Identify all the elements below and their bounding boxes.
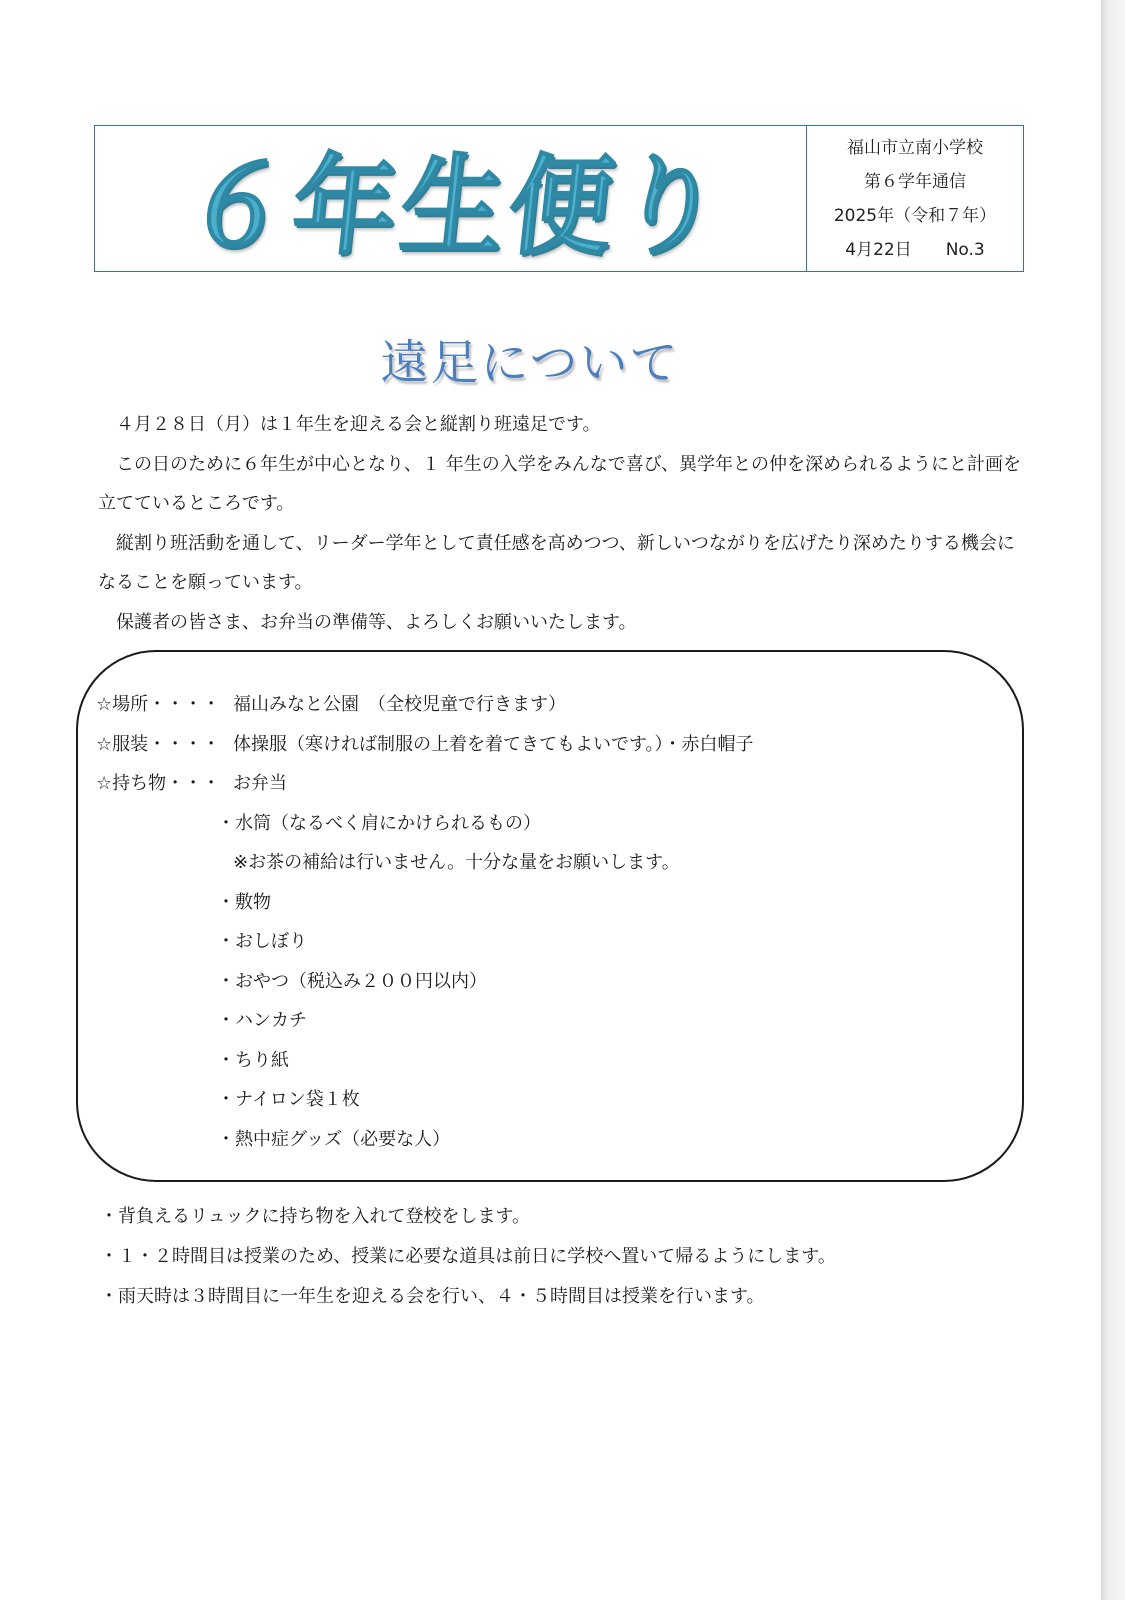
date-row xyxy=(845,233,985,267)
bottom-notes xyxy=(100,1197,1025,1317)
place-row xyxy=(96,685,1016,725)
header-box xyxy=(94,125,1024,272)
issue-year: 2025年（令和７年） xyxy=(833,205,997,226)
place-value: 福山みなと公園 （全校児童で行きます） xyxy=(233,694,566,715)
newsletter-title: ６年生便り xyxy=(178,141,733,270)
page-edge xyxy=(1101,0,1125,1600)
items-row xyxy=(96,764,1016,804)
issue-date: 4月22日 xyxy=(845,239,912,260)
list-item-note: ※お茶の補給は行いません。十分な量をお願いします。 xyxy=(233,852,680,873)
note-item: ・背負えるリュックに持ち物を入れて登校をします。 xyxy=(100,1206,531,1227)
newsletter-name: 第６学年通信 xyxy=(864,171,966,192)
clothes-label: ☆服装・・・・ xyxy=(96,733,221,755)
place-label: ☆場所・・・・ xyxy=(96,694,221,715)
school-name: 福山市立南小学校 xyxy=(847,137,983,158)
intro-paragraph: 保護者の皆さま、お弁当の準備等、よろしくお願いいたします。 xyxy=(116,611,637,633)
intro-paragraph: この日のために６年生が中心となり、１ 年生の入学をみんなで喜び、異学年との仲を深められるようにと計画を立てているところです。 xyxy=(98,453,1021,514)
list-item: ・熱中症グッズ（必要な人） xyxy=(217,1128,451,1150)
list-item: ・ナイロン袋１枚 xyxy=(217,1089,360,1110)
issue-number: No.3 xyxy=(945,239,985,260)
list-item: ・おやつ（税込み２００円以内） xyxy=(217,970,487,992)
header-title-cell xyxy=(95,126,807,271)
note-item: ・１・２時間目は授業のため、授業に必要な道具は前日に学校へ置いて帰るようにします。 xyxy=(100,1246,836,1267)
list-item: ・水筒（なるべく肩にかけられるもの） xyxy=(217,812,541,834)
list-item: ・敷物 xyxy=(217,891,271,913)
list-item: ・ハンカチ xyxy=(217,1010,307,1031)
page-heading: 遠足について xyxy=(380,335,680,391)
list-item: ・ちり紙 xyxy=(217,1049,289,1071)
list-item: ・おしぼり xyxy=(217,931,307,952)
clothes-value: 体操服（寒ければ制服の上着を着てきてもよいです。）・赤白帽子 xyxy=(233,733,754,755)
header-info xyxy=(807,126,1023,271)
intro-paragraph: ４月２８日（月）は１年生を迎える会と縦割り班遠足です。 xyxy=(116,414,601,435)
intro-paragraph: 縦割り班活動を通して、リーダー学年として責任感を高めつつ、新しいつながりを広げたり深めたりする機会になることを願っています。 xyxy=(98,532,1015,593)
items-first: お弁当 xyxy=(233,773,287,794)
intro-text xyxy=(98,405,1023,642)
items-label: ☆持ち物・・・ xyxy=(96,773,221,794)
note-item: ・雨天時は３時間目に一年生を迎える会を行い、４・５時間目は授業を行います。 xyxy=(100,1286,765,1307)
details-list xyxy=(96,685,1016,1159)
clothes-row xyxy=(96,725,1016,765)
